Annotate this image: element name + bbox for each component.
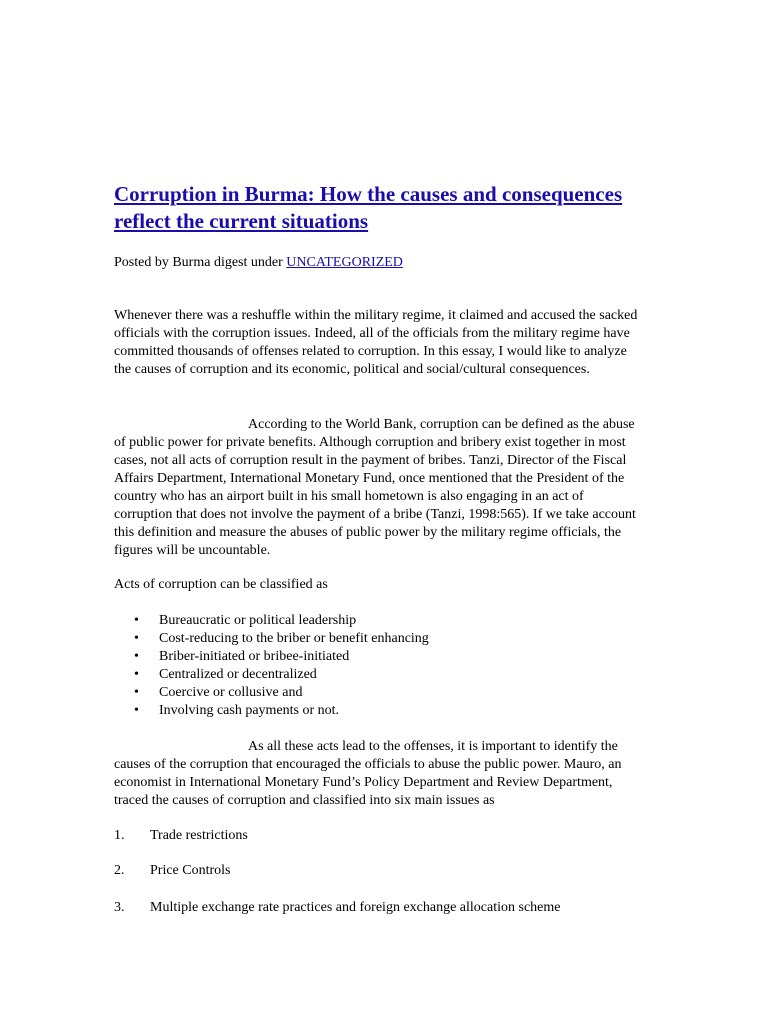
item-number: 1.	[114, 828, 125, 843]
item-text: Multiple exchange rate practices and foreign exchange allocation scheme	[150, 900, 561, 915]
list-item: • Bureaucratic or political leadership	[114, 612, 429, 630]
item-text: Price Controls	[150, 863, 231, 878]
list-item: • Coercive or collusive and	[114, 684, 429, 702]
numbered-item	[114, 899, 560, 917]
bullet-list	[114, 612, 429, 720]
list-item: • Involving cash payments or not.	[114, 702, 429, 720]
paragraph-definition	[114, 416, 644, 560]
item-number: 2.	[114, 863, 125, 878]
posted-by-text: Posted by Burma digest under	[114, 255, 287, 270]
item-text: Trade restrictions	[150, 828, 248, 843]
item-number: 3.	[114, 900, 125, 915]
numbered-item	[114, 827, 248, 845]
posted-by-line	[114, 255, 403, 271]
category-link[interactable]: UNCATEGORIZED	[286, 255, 403, 270]
paragraph-causes-text: As all these acts lead to the offenses, it is important to identify the causes of the corruption that encouraged the officials to abuse the public power. Mauro, an economist in International Monetary Fund’s Policy Department and Review Department, traced the causes of corruption and classified into six main issues as	[114, 739, 622, 808]
numbered-item	[114, 862, 231, 880]
list-item: • Cost-reducing to the briber or benefit enhancing	[114, 630, 429, 648]
list-item: • Centralized or decentralized	[114, 666, 429, 684]
paragraph-intro: Whenever there was a reshuffle within the military regime, it claimed and accused the sacked officials with the corruption issues. Indeed, all of the officials from the military regime have committed thousands of offenses related to corruption. In this essay, I would like to analyze the causes of corruption and its economic, political and social/cultural consequences.	[114, 308, 638, 377]
article-title-link[interactable]: Corruption in Burma: How the causes and consequences reflect the current situations	[114, 182, 623, 233]
paragraph-causes	[114, 738, 644, 810]
list-item: • Briber-initiated or bribee-initiated	[114, 648, 429, 666]
paragraph-definition-text: According to the World Bank, corruption can be defined as the abuse of public power for private benefits. Although corruption and bribery exist together in most cases, not all acts of corruption result in the payment of bribes. Tanzi, Director of the Fiscal Affairs Department, International Monetary Fund, once mentioned that the President of the country who has an airport built in his small hometown is also engaging in an act of corruption that does not involve the payment of a bribe (Tanzi, 1998:565). If we take account this definition and measure the abuses of public power by the military regime officials, the figures will be uncountable.	[114, 417, 636, 558]
paragraph-classification-intro: Acts of corruption can be classified as	[114, 577, 328, 592]
